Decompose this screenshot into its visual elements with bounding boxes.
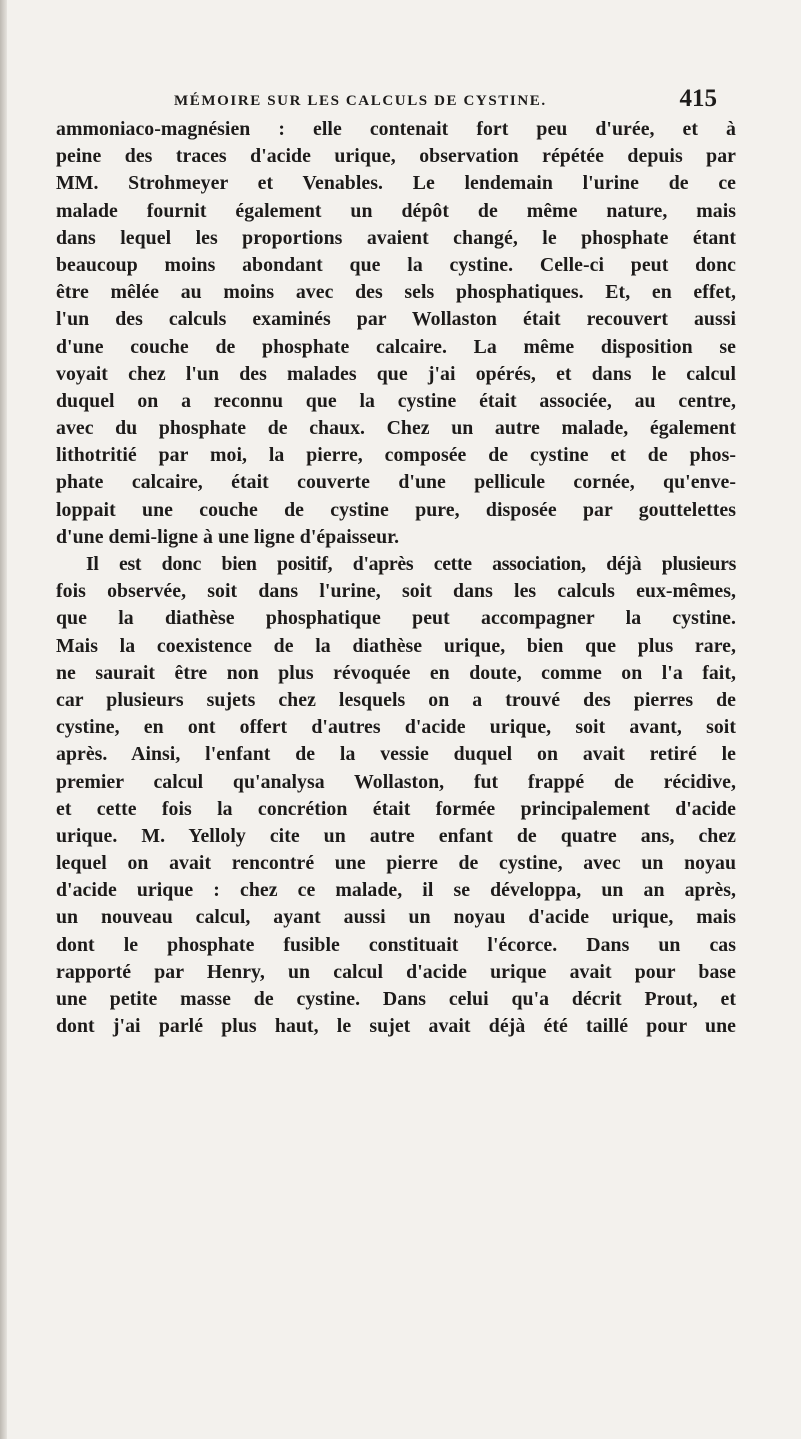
text-line: fois observée, soit dans l'urine, soit dans les calculs eux-mêmes, bbox=[56, 580, 736, 603]
running-head bbox=[174, 85, 734, 118]
text-line: lequel on avait rencontré une pierre de cystine, avec un noyau bbox=[56, 852, 736, 875]
text-line: dans lequel les proportions avaient changé, le phosphate étant bbox=[56, 226, 736, 249]
text-line: peine des traces d'acide urique, observation répétée depuis par bbox=[56, 145, 736, 168]
text-line: d'acide urique : chez ce malade, il se développa, un an après, bbox=[56, 879, 736, 902]
text-line: être mêlée au moins avec des sels phosphatiques. Et, en effet, bbox=[56, 281, 736, 304]
text-line: avec du phosphate de chaux. Chez un autre malade, également bbox=[56, 417, 736, 440]
text-line: cystine, en ont offert d'autres d'acide urique, soit avant, soit bbox=[56, 716, 736, 739]
text-line: duquel on a reconnu que la cystine était associée, au centre, bbox=[56, 389, 736, 412]
text-line: car plusieurs sujets chez lesquels on a trouvé des pierres de bbox=[56, 688, 736, 711]
text-line: beaucoup moins abondant que la cystine. Celle-ci peut donc bbox=[56, 253, 736, 276]
text-line: l'un des calculs examinés par Wollaston était recouvert aussi bbox=[56, 308, 736, 331]
text-line: lithotritié par moi, la pierre, composée de cystine et de phos- bbox=[56, 444, 736, 467]
text-line: dont j'ai parlé plus haut, le sujet avait déjà été taillé pour une bbox=[56, 1015, 736, 1038]
text-line: MM. Strohmeyer et Venables. Le lendemain l'urine de ce bbox=[56, 172, 736, 195]
text-line: dont le phosphate fusible constituait l'écorce. Dans un cas bbox=[56, 933, 736, 956]
body-text bbox=[56, 116, 736, 1040]
text-line: phate calcaire, était couverte d'une pellicule cornée, qu'enve- bbox=[56, 471, 736, 494]
running-title: MÉMOIRE SUR LES CALCULS DE CYSTINE. bbox=[174, 93, 547, 109]
text-line: Mais la coexistence de la diathèse urique, bien que plus rare, bbox=[56, 634, 736, 657]
text-line: un nouveau calcul, ayant aussi un noyau d'acide urique, mais bbox=[56, 906, 736, 929]
text-line: rapporté par Henry, un calcul d'acide urique avait pour base bbox=[56, 960, 736, 983]
text-line: après. Ainsi, l'enfant de la vessie duquel on avait retiré le bbox=[56, 743, 736, 766]
text-line: ammoniaco-magnésien : elle contenait fort peu d'urée, et à bbox=[56, 118, 736, 140]
text-line: une petite masse de cystine. Dans celui qu'a décrit Prout, et bbox=[56, 988, 736, 1010]
text-line: voyait chez l'un des malades que j'ai opérés, et dans le calcul bbox=[56, 362, 736, 385]
text-line: et cette fois la concrétion était formée principalement d'acide bbox=[56, 797, 736, 820]
text-line: urique. M. Yelloly cite un autre enfant de quatre ans, chez bbox=[56, 824, 736, 847]
text-line: que la diathèse phosphatique peut accompagner la cystine. bbox=[56, 607, 736, 630]
text-line: ne saurait être non plus révoquée en doute, comme on l'a fait, bbox=[56, 661, 736, 684]
page-number: 415 bbox=[679, 85, 717, 112]
paragraph-start-line: Il est donc bien positif, d'après cette association, déjà plusieurs bbox=[86, 553, 736, 575]
text-line: premier calcul qu'analysa Wollaston, fut frappé de récidive, bbox=[56, 770, 736, 793]
paragraph-end-line: d'une demi-ligne à une ligne d'épaisseur. bbox=[56, 525, 400, 548]
page-binding-edge bbox=[0, 0, 7, 1439]
text-line: d'une couche de phosphate calcaire. La même disposition se bbox=[56, 335, 736, 358]
text-line: malade fournit également un dépôt de même nature, mais bbox=[56, 199, 736, 222]
text-line: loppait une couche de cystine pure, disposée par gouttelettes bbox=[56, 498, 736, 521]
